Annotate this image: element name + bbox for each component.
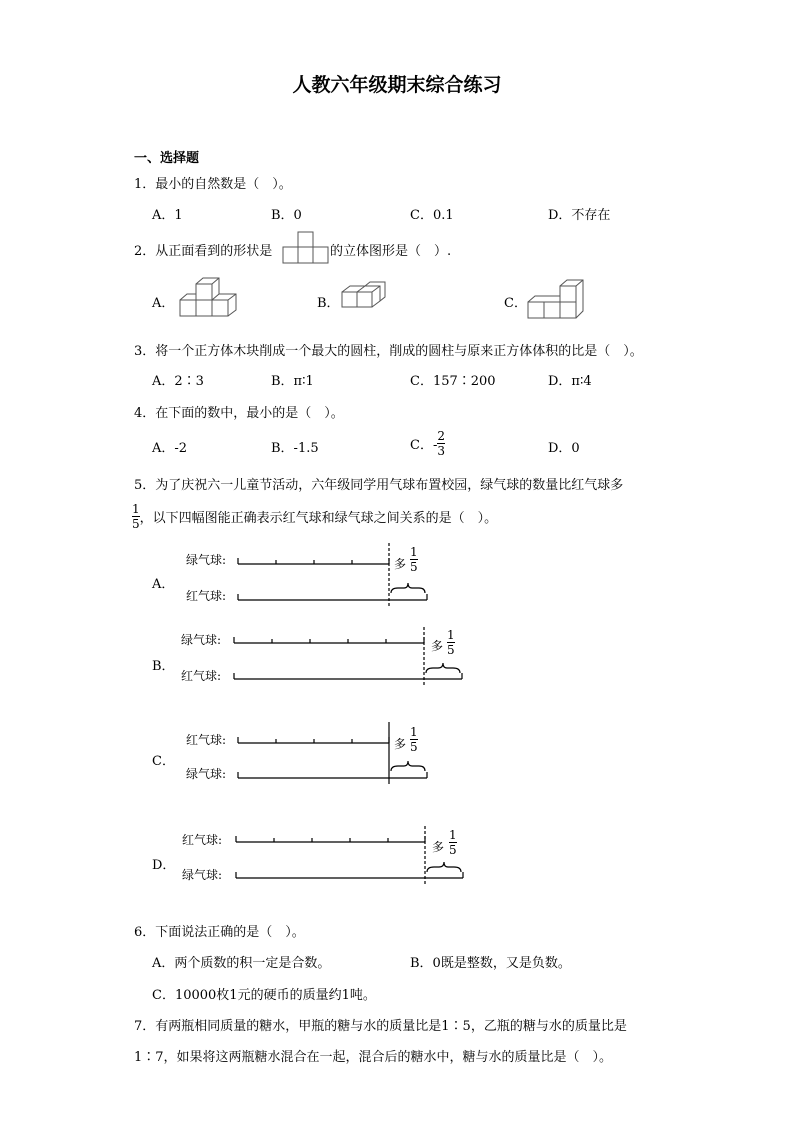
tick-marks xyxy=(238,558,389,564)
q6-option-b[interactable]: B．0既是整数，又是负数。 xyxy=(410,956,571,971)
q3-option-c[interactable]: C．157∶200 xyxy=(410,374,496,389)
q5-option-b[interactable]: B． xyxy=(152,659,175,674)
diagram-a-bottom-label: 红气球: xyxy=(186,589,227,603)
q5-option-c[interactable]: C． xyxy=(152,754,175,769)
question-2-stem-start: 2．从正面看到的形状是 xyxy=(134,244,273,259)
q2-option-a[interactable]: A． xyxy=(152,296,175,311)
q6-option-a[interactable]: A．两个质数的积一定是合数。 xyxy=(152,956,331,971)
diagram-d-lines xyxy=(236,826,463,884)
diagram-a-lines xyxy=(238,543,427,606)
q1-option-a[interactable]: A．1 xyxy=(152,208,183,223)
q4-option-a[interactable]: A．-2 xyxy=(152,441,188,456)
question-3-stem: 3．将一个正方体木块削成一个最大的圆柱，削成的圆柱与原来正方体体积的比是（ ）。 xyxy=(134,344,643,359)
cube-stack-c-icon xyxy=(528,280,583,318)
fraction-denominator: 5 xyxy=(449,843,457,857)
question-6-stem: 6．下面说法正确的是（ ）。 xyxy=(134,925,305,940)
fraction-numerator: 1 xyxy=(132,502,140,516)
q2-option-b[interactable]: B． xyxy=(317,296,340,311)
page-title: 人教六年级期末综合练习 xyxy=(292,74,502,96)
q1-option-b[interactable]: B．0 xyxy=(271,208,302,223)
diagram-b-bottom-label: 红气球: xyxy=(181,669,222,683)
diagram-b-lines xyxy=(234,627,462,685)
q4-option-c-label: C．- xyxy=(410,438,438,453)
fraction-numerator: 1 xyxy=(410,725,418,739)
q1-option-c[interactable]: C．0.1 xyxy=(410,208,454,223)
diagram-c-bottom-label: 绿气球: xyxy=(186,767,227,781)
cube-stack-a-icon xyxy=(180,278,236,316)
question-7-line1: 7．有两瓶相同质量的糖水，甲瓶的糖与水的质量比是1∶5，乙瓶的糖与水的质量比是 xyxy=(134,1019,627,1034)
q2-option-c[interactable]: C． xyxy=(504,296,527,311)
cube-stack-b-icon xyxy=(342,282,385,307)
fraction-numerator: 1 xyxy=(447,628,455,642)
q3-option-a[interactable]: A．2∶3 xyxy=(152,374,204,389)
question-4-stem: 4．在下面的数中，最小的是（ ）。 xyxy=(134,406,344,421)
q3-option-d[interactable]: D．π∶4 xyxy=(548,374,592,389)
fraction-numerator: 2 xyxy=(437,429,445,443)
fraction-denominator: 5 xyxy=(410,560,418,574)
q6-option-c[interactable]: C．10000枚1元的硬币的质量约1吨。 xyxy=(152,988,376,1003)
fraction-denominator: 5 xyxy=(447,643,455,657)
fraction-numerator: 1 xyxy=(410,545,418,559)
q3-option-b[interactable]: B．π∶1 xyxy=(271,374,314,389)
diagram-c-top-label: 红气球: xyxy=(186,733,227,747)
diagram-d-bottom-label: 绿气球: xyxy=(182,868,223,882)
question-5-stem-line1: 5．为了庆祝六一儿童节活动，六年级同学用气球布置校园，绿气球的数量比红气球多 xyxy=(134,478,624,493)
question-5-stem-text: ，以下四幅图能正确表示红气球和绿气球之间关系的是（ ）。 xyxy=(139,511,498,526)
q1-option-d[interactable]: D．不存在 xyxy=(548,208,611,223)
diagram-d-more: 多 xyxy=(432,840,445,854)
diagram-b-more: 多 xyxy=(431,639,444,653)
diagram-a-more: 多 xyxy=(394,557,407,571)
question-7-line2: 1∶7，如果将这两瓶糖水混合在一起，混合后的糖水中，糖与水的质量比是（ ）。 xyxy=(134,1050,613,1065)
diagram-b-top-label: 绿气球: xyxy=(181,633,222,647)
fraction-numerator: 1 xyxy=(449,828,457,842)
diagram-a-top-label: 绿气球: xyxy=(186,553,227,567)
q5-option-a[interactable]: A． xyxy=(152,577,175,592)
question-2-stem-end: 的立体图形是（ ）. xyxy=(330,244,452,259)
fraction-denominator: 5 xyxy=(132,517,140,531)
diagram-d-top-label: 红气球: xyxy=(182,833,223,847)
diagram-c-lines xyxy=(238,722,427,784)
question-1-stem: 1．最小的自然数是（ ）。 xyxy=(134,177,292,192)
q4-option-b[interactable]: B．-1.5 xyxy=(271,441,319,456)
section-heading: 一、选择题 xyxy=(134,151,200,166)
diagram-c-more: 多 xyxy=(394,737,407,751)
fraction-denominator: 5 xyxy=(410,740,418,754)
front-view-shape-icon xyxy=(283,232,328,263)
q5-option-d[interactable]: D． xyxy=(152,858,176,873)
fraction-denominator: 3 xyxy=(437,444,445,458)
q4-option-d[interactable]: D．0 xyxy=(548,441,580,456)
